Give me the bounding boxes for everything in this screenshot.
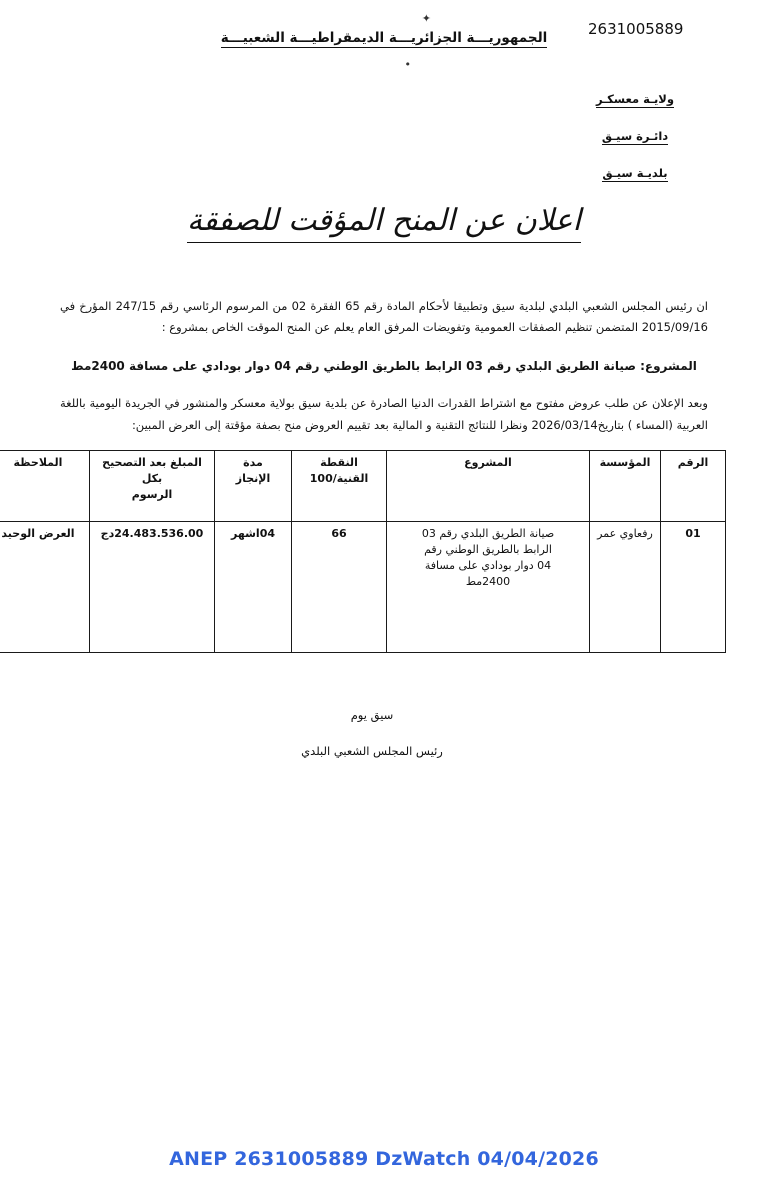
ink-mark-top: ✦ <box>421 12 431 25</box>
signature-role: رئيس المجلس الشعبي البلدي <box>301 744 443 758</box>
column-header-firm: المؤسسة <box>590 451 661 522</box>
page-title <box>0 203 768 238</box>
cell-project-line3: 04 دوار بودادي على مسافة <box>424 559 552 572</box>
column-header-duration <box>215 451 292 522</box>
admin-line-daira-text: دائـرة سيـق <box>601 129 669 143</box>
column-header-duration-line2: الإنجاز <box>235 472 271 485</box>
cell-amount: 24.483.536.00دج <box>90 522 215 653</box>
award-results-table <box>0 450 726 653</box>
admin-line-baladia-text: بلديـة سيـق <box>602 166 668 180</box>
project-title-line: المشروع: صيانة الطريق البلدي رقم 03 الرابط بالطريق الوطني رقم 04 دوار بودادي على مسافة 2400مط <box>71 359 697 373</box>
page-title-text: اعلان عن المنح المؤقت للصفقة <box>187 203 581 243</box>
column-header-duration-line1: مدة <box>243 456 263 469</box>
intro-paragraph: ان رئيس المجلس الشعبي البلدي لبلدية سيق وتطبيقا لأحكام المادة رقم 65 الفقرة 02 من المرسوم الرئاسي رقم 247/15 المؤرخ في 2015/09/16 المتضمن تنظيم الصفقات العمومية وتفويضات المرفق العام يعلم عن المنح الموقت الخاص بمشروع : <box>60 299 708 334</box>
cell-project-line4: 2400مط <box>465 575 511 588</box>
cell-score: 66 <box>292 522 387 653</box>
notice-paragraph: وبعد الإعلان عن طلب عروض مفتوح مع اشتراط القدرات الدنيا الصادرة عن بلدية سيق بولاية معسكر والمنشور في الجريدة اليومية باللغة العربية (المساء ) بتاريخ2026/03/14 ونظرا للنتائج التقنية و المالية بعد تقييم العروض منح بصفة مؤقتة إلى العرض المبين: <box>60 396 708 432</box>
admin-line-baladia <box>540 166 730 180</box>
table-header-row <box>0 451 726 522</box>
admin-line-wilaya <box>540 92 730 106</box>
cell-firm: رفعاوي عمر <box>590 522 661 653</box>
column-header-note: الملاحظة <box>0 451 90 522</box>
column-header-score <box>292 451 387 522</box>
anep-footer: ANEP 2631005889 DzWatch 04/04/2026 <box>169 1148 599 1170</box>
ink-mark-below: • <box>404 58 411 71</box>
republic-heading-text: الجمهوريـــة الجزائريـــة الديمقراطيـــة الشعبيـــة <box>220 30 548 46</box>
column-header-score-line2: القنية/100 <box>309 472 369 485</box>
table-row <box>0 522 726 653</box>
cell-duration: 04اشهر <box>215 522 292 653</box>
signature-block <box>0 708 768 758</box>
reference-number: 2631005889 <box>588 20 684 38</box>
column-header-amount-line1: المبلغ بعد التصحيح بكل <box>102 456 202 485</box>
cell-number: 01 <box>661 522 726 653</box>
column-header-amount <box>90 451 215 522</box>
cell-project <box>387 522 590 653</box>
column-header-amount-line2: الرسوم <box>131 488 173 501</box>
column-header-number: الرقم <box>661 451 726 522</box>
administrative-block <box>540 92 730 203</box>
cell-project-line1: صيانة الطريق البلدي رقم 03 <box>421 527 555 540</box>
signature-city-date: سيق يوم <box>350 708 394 722</box>
cell-project-line2: الرابط بالطريق الوطني رقم <box>424 543 552 556</box>
admin-line-wilaya-text: ولايـة معسكـر <box>595 92 675 106</box>
column-header-score-line1: النقطة <box>320 456 358 469</box>
cell-note: العرض الوحيد <box>0 522 90 653</box>
admin-line-daira <box>540 129 730 143</box>
column-header-project: المشروع <box>387 451 590 522</box>
